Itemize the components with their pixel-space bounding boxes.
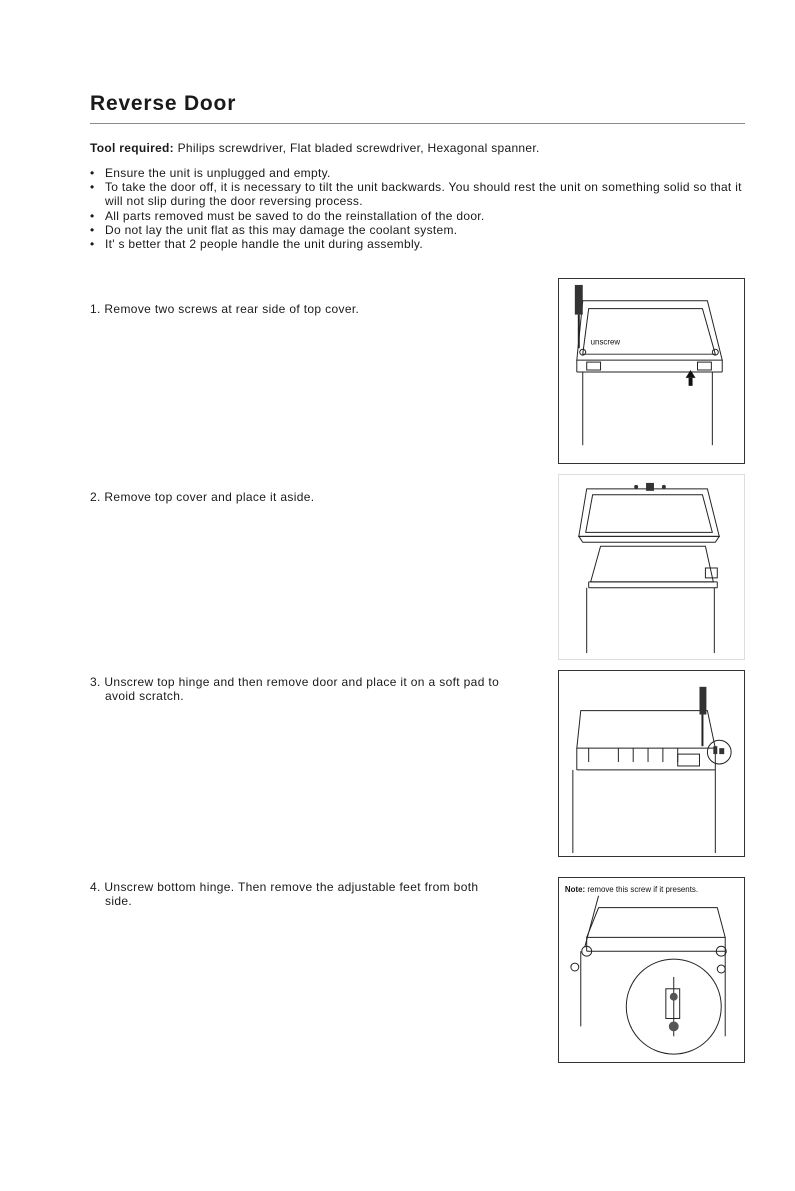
tools-text: Philips screwdriver, Flat bladed screwdriver, Hexagonal spanner.	[173, 141, 540, 155]
step-3-text	[90, 675, 540, 703]
step-instruction-continued: avoid scratch.	[105, 689, 184, 703]
step-instruction-continued: side.	[105, 894, 133, 908]
precaution-item: • To take the door off, it is necessary to tilt the unit backwards. You should rest the unit on something solid so that it will not slip during the door reversing process.	[90, 180, 750, 208]
precaution-item: • Do not lay the unit flat as this may damage the coolant system.	[90, 223, 750, 237]
fridge-top-cover-illustration	[559, 279, 744, 463]
note-label: Note:	[564, 884, 586, 894]
tools-required	[90, 141, 540, 155]
screwdriver-icon	[699, 687, 706, 746]
precaution-item: • It' s better that 2 people handle the unit during assembly.	[90, 237, 750, 251]
step-instruction: Unscrew bottom hinge. Then remove the adjustable feet from both	[104, 880, 479, 894]
page-title: Reverse Door	[90, 92, 237, 115]
bottom-hinge-illustration	[559, 878, 744, 1062]
step-instruction: Remove two screws at rear side of top cover.	[104, 302, 360, 316]
step-number: 4.	[90, 880, 101, 894]
title-divider	[90, 123, 745, 124]
note-content: remove this screw if it presents.	[585, 884, 699, 894]
screw-detail-icon	[634, 483, 666, 491]
unscrew-label: unscrew	[590, 337, 621, 347]
step-instruction: Remove top cover and place it aside.	[104, 490, 315, 504]
hinge-detail-icon	[713, 746, 724, 754]
step-number: 1.	[90, 302, 101, 316]
step-number: 3.	[90, 675, 101, 689]
step-instruction: Unscrew top hinge and then remove door and place it on a soft pad to	[104, 675, 500, 689]
step-2-text	[90, 490, 540, 504]
top-cover-removed-illustration	[559, 475, 744, 659]
precaution-item: • All parts removed must be saved to do the reinstallation of the door.	[90, 209, 750, 223]
figure-step-4	[558, 877, 745, 1063]
tools-label: Tool required:	[90, 141, 174, 155]
precautions-list	[90, 166, 750, 251]
top-hinge-illustration	[559, 671, 744, 856]
note-text	[565, 885, 698, 894]
figure-step-3	[558, 670, 745, 857]
precaution-item: • Ensure the unit is unplugged and empty.	[90, 166, 750, 180]
step-4-text	[90, 880, 540, 908]
step-number: 2.	[90, 490, 101, 504]
step-1-text	[90, 302, 540, 316]
figure-step-2	[558, 474, 745, 660]
figure-step-1	[558, 278, 745, 464]
